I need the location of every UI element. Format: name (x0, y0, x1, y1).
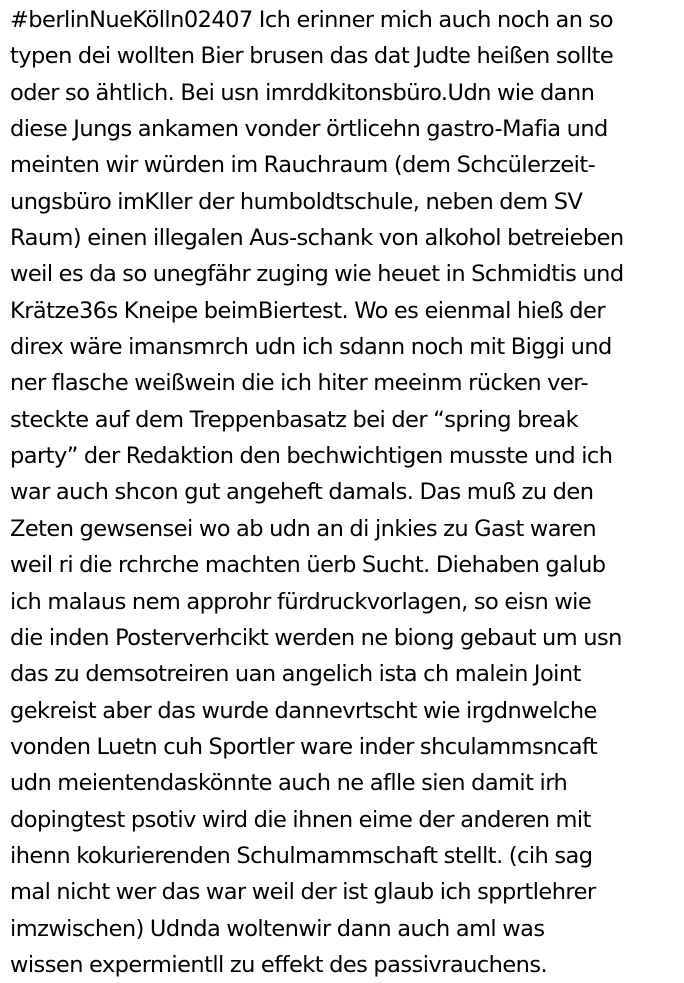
text-line: #berlinNueKölln02407 Ich erinner mich auch noch an so (10, 7, 613, 33)
text-line: das zu demsotreiren uan angelich ista ch malein Joint (10, 661, 581, 688)
text-line: Raum) einen illegalen Aus-schank von alkohol betreieben (10, 225, 624, 252)
body-text (10, 2, 680, 983)
text-line: ihenn kokurierenden Schulmammschaft stellt. (cih sag (10, 842, 593, 869)
text-line: meinten wir würden im Rauchraum (dem Schcülerzeit- (10, 152, 596, 179)
text-line: diese Jungs ankamen vonder örtlicehn gastro-Mafia und (10, 116, 608, 143)
text-line: ner flasche weißwein die ich hiter meeinm rücken ver- (10, 370, 589, 397)
text-line: Zeten gewsensei wo ab udn an di jnkies zu Gast waren (10, 515, 597, 542)
text-line: imzwischen) Udnda woltenwir dann auch aml was (10, 915, 545, 942)
text-line: mal nicht wer das war weil der ist glaub ich spprtlehrer (10, 879, 596, 906)
text-line: oder so ähtlich. Bei usn imrddkitonsbüro.Udn wie dann (10, 79, 595, 106)
text-line: Krätze36s Kneipe beimBiertest. Wo es eienmal hieß der (10, 297, 606, 324)
text-line: udn meientendaskönnte auch ne aflle sien damit irh (10, 770, 568, 797)
text-line: direx wäre imansmrch udn ich sdann noch mit Biggi und (10, 334, 612, 361)
text-line: ungsbüro imKller der humboldtschule, neben dem SV (10, 188, 583, 215)
text-line: dopingtest psotiv wird die ihnen eime der anderen mit (10, 806, 591, 833)
text-line: vonden Luetn cuh Sportler ware inder shculammsncaft (10, 733, 598, 760)
text-line: die inden Posterverhcikt werden ne biong gebaut um usn (10, 624, 622, 651)
text-line: wissen expermientll zu effekt des passivrauchens. (10, 951, 548, 978)
text-line: gekreist aber das wurde dannevrtscht wie irgdnwelche (10, 697, 597, 724)
text-line: weil es da so unegfähr zuging wie heuet in Schmidtis und (10, 261, 624, 288)
text-line: typen dei wollten Bier brusen das dat Judte heißen sollte (10, 43, 614, 70)
text-line: party” der Redaktion den bechwichtigen musste und ich (10, 443, 613, 470)
text-line: weil ri die rchrche machten üerb Sucht. Diehaben galub (10, 552, 606, 579)
text-line: ich malaus nem approhr fürdruckvorlagen, so eisn wie (10, 588, 592, 615)
text-line: war auch shcon gut angeheft damals. Das muß zu den (10, 479, 594, 506)
text-line: steckte auf dem Treppenbasatz bei der “spring break (10, 406, 579, 433)
